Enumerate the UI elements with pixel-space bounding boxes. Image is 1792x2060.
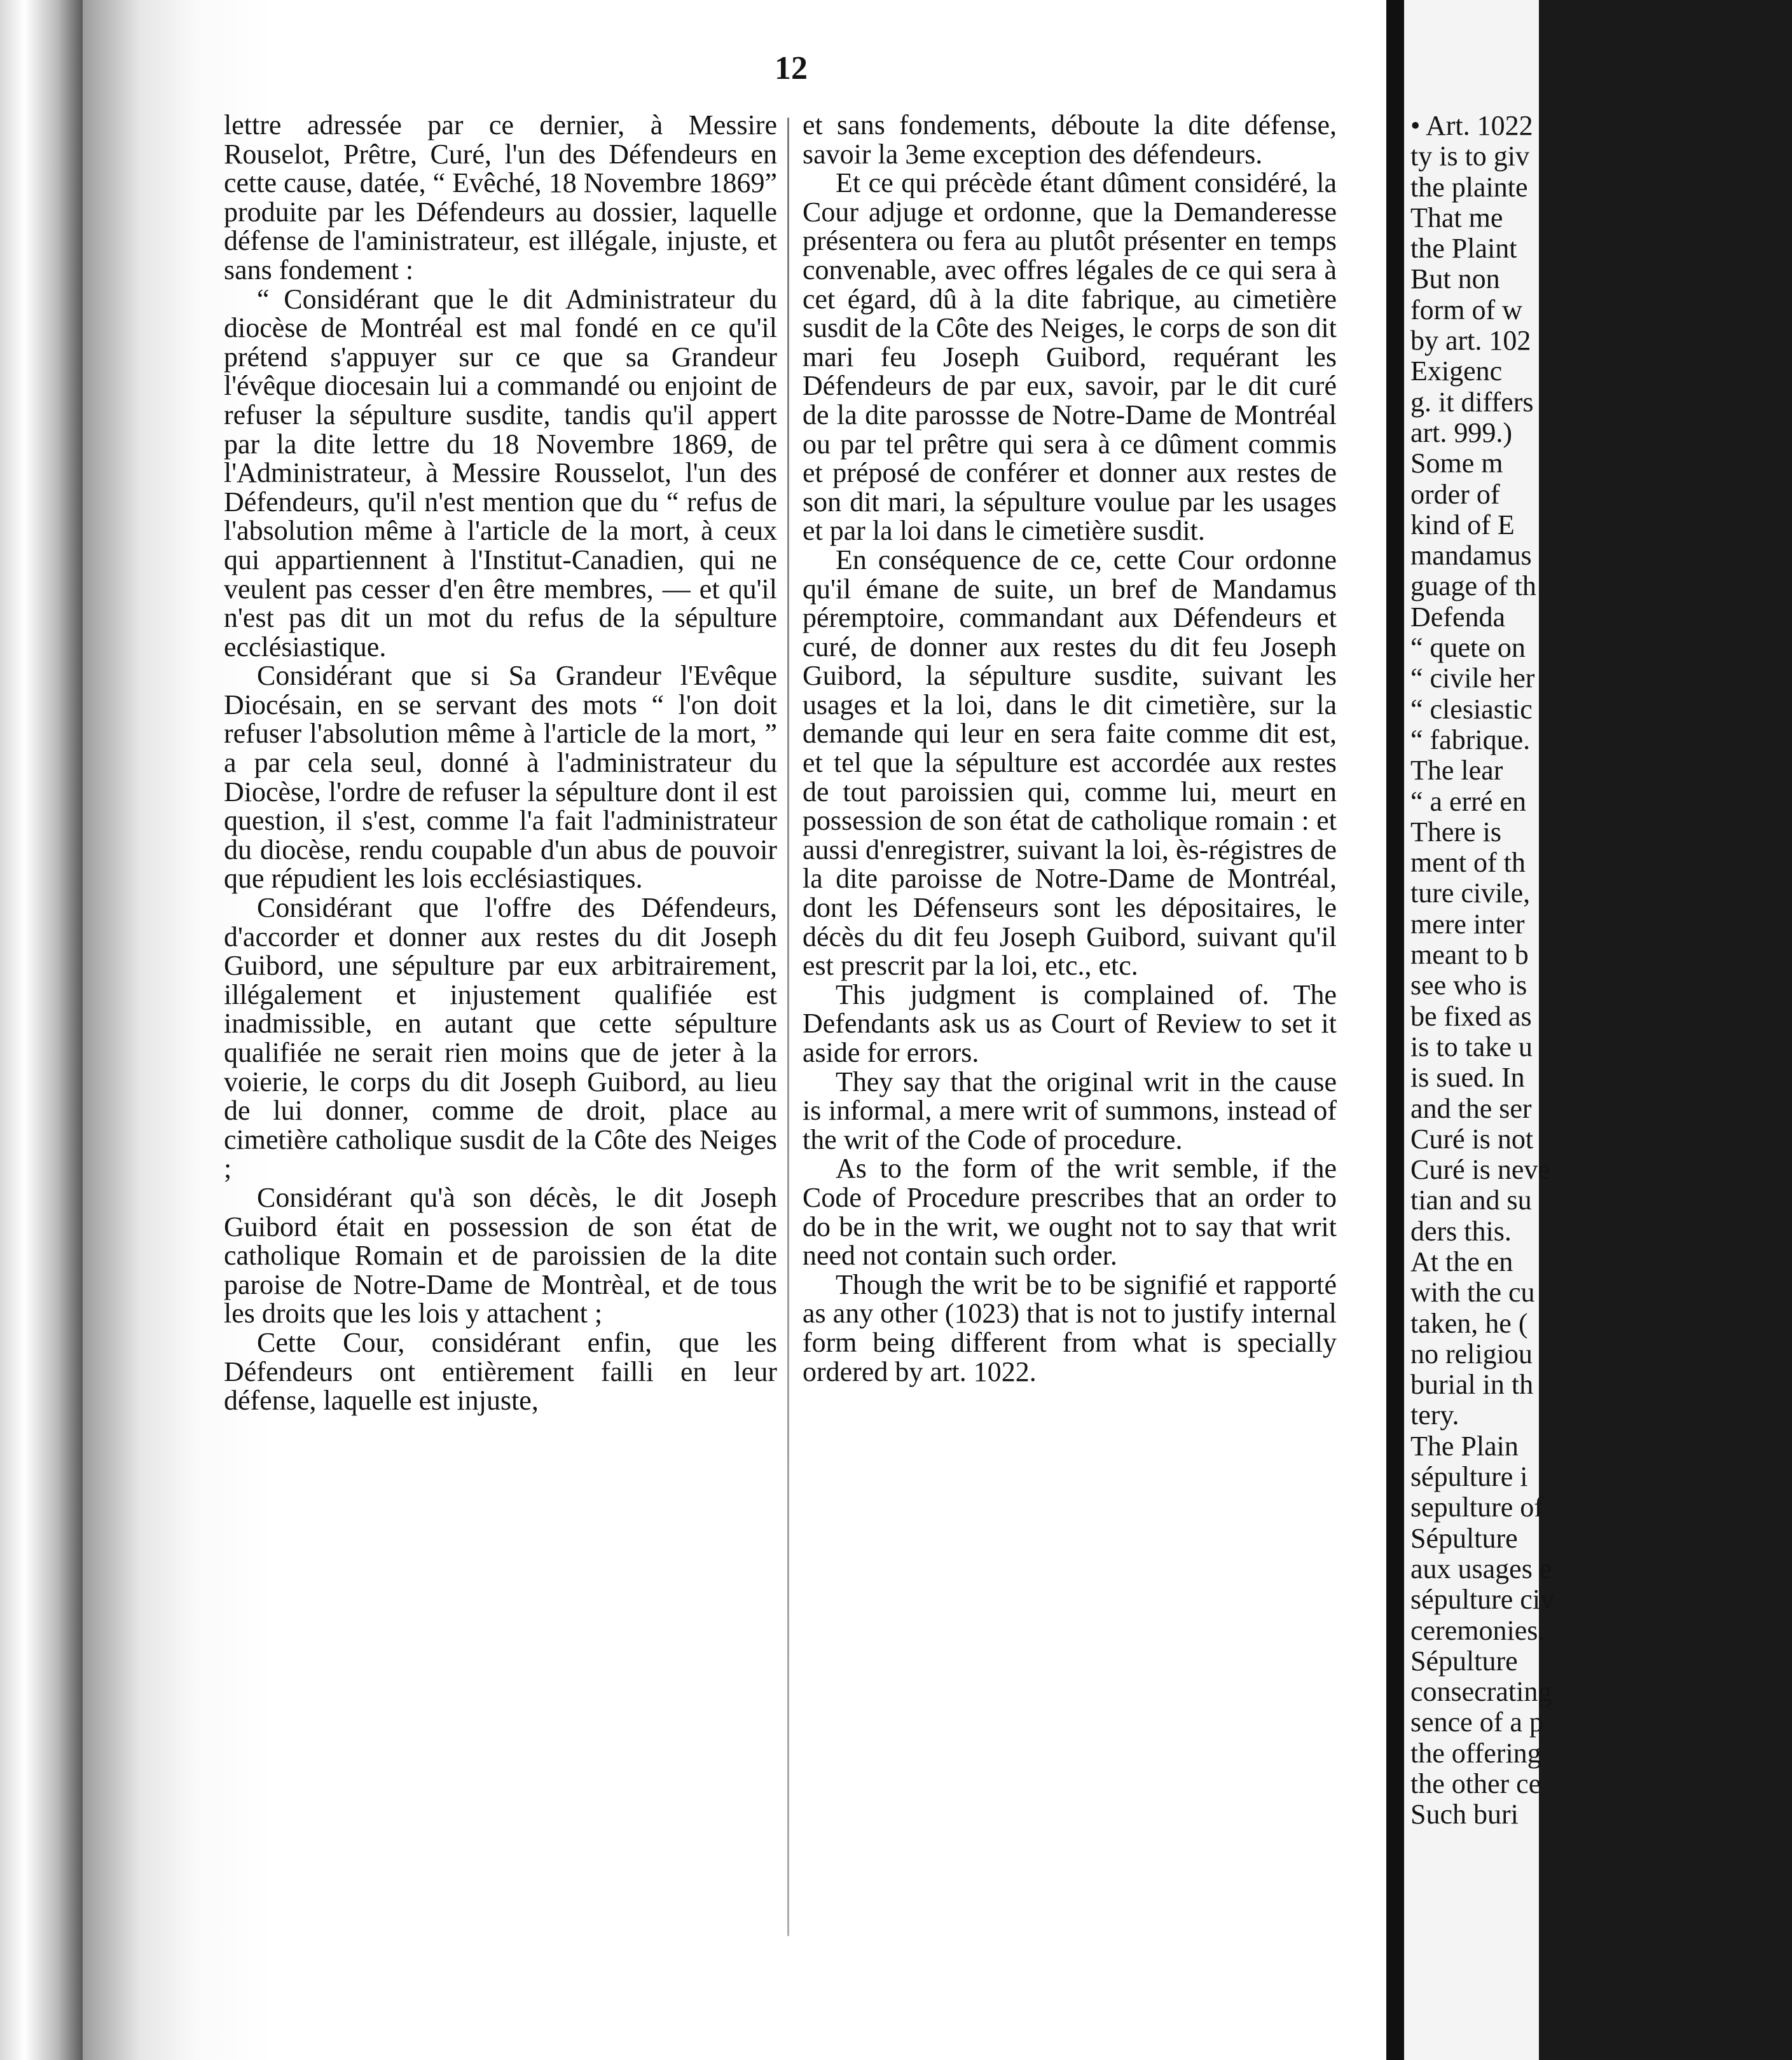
next-page-line: “ quete on [1410, 632, 1526, 664]
next-page-line: ders this. [1410, 1215, 1512, 1247]
next-page-line: with the cu [1410, 1277, 1535, 1308]
page-number: 12 [775, 50, 808, 86]
next-page-line: and the ser [1410, 1092, 1532, 1124]
left-column [224, 111, 777, 1415]
next-page-line: ment of th [1410, 847, 1526, 879]
next-page-line: Defenda [1410, 601, 1506, 633]
next-page-line: sépulture civ [1410, 1584, 1555, 1616]
next-page-line: • Art. 1022 [1410, 110, 1533, 141]
next-page-line: guage of th [1410, 570, 1536, 602]
next-page-line: sépulture i [1410, 1461, 1528, 1493]
next-page-line: ty is to giv [1410, 141, 1530, 172]
next-page-line: Curé is not [1410, 1123, 1534, 1155]
next-page-line: The lear [1410, 755, 1503, 786]
paragraph: Considérant que si Sa Grandeur l'Evêque Diocésain, en se servant des mots “ l'on doit refuser l'absolution même à l'article de la mort, ” a par cela seul, donné à l'administrateur du Diocèse, l'ordre de refuser la sépulture dont il est question, il s'est, comme l'a fait l'administrateur du diocèse, rendu coupable d'un abus de pouvoir que répudient les lois ecclésiastiques. [224, 660, 777, 895]
next-page-line: mandamus [1410, 540, 1532, 572]
next-page-line: no religiou [1410, 1338, 1533, 1370]
next-page-line: be fixed as [1410, 1000, 1532, 1032]
next-page-line: Some m [1410, 448, 1503, 479]
next-page-text [1410, 111, 1792, 1830]
next-page-line: is sued. In [1410, 1062, 1525, 1094]
next-page-line: ceremonies. [1410, 1614, 1545, 1646]
paragraph: Cette Cour, considérant enfin, que les Défendeurs ont entièrement failli en leur défense, laquelle est injuste, [224, 1326, 777, 1417]
paragraph: This judgment is complained of. The Defendants ask us as Court of Review to set it aside for errors. [803, 979, 1337, 1068]
next-page-line: Sépulture [1410, 1522, 1518, 1554]
next-page-line: kind of E [1410, 509, 1515, 540]
next-page-line: see who is [1410, 970, 1527, 1001]
next-page-line: mere inter [1410, 908, 1525, 940]
paragraph: Considérant qu'à son décès, le dit Joseph Guibord était en possession de son état de catholique Romain et de paroissien de la dite paroise de Notre-Dame de Montrèal, et de tous les droits que les lois y attachent ; [224, 1181, 777, 1329]
paragraph: “ Considérant que le dit Administrateur du diocèse de Montréal est mal fondé en ce qu'il prétend s'appuyer sur ce que sa Grandeur l'évêque diocesain lui a commandé ou enjoint de refuser la sépulture susdite, tandis qu'il appert par la dite lettre du 18 Novembre 1869, de l'Administrateur, à Messire Rousselot, l'un des Défendeurs, qu'il n'est mention que du “ refus de l'absolution même à l'article de la mort, à ceux qui appartiennent à l'Institut-Canadien, qui ne veulent pas cesser d'en être membres, — et qu'il n'est pas dit un mot du refus de la sépulture ecclésiastique. [224, 283, 777, 663]
next-page-line: sence of a p [1410, 1706, 1543, 1738]
middle-column [803, 111, 1337, 1386]
next-page-line: “ a erré en [1410, 785, 1526, 817]
next-page-line: That me [1410, 202, 1503, 233]
paragraph: et sans fondements, déboute la dite défense, savoir la 3eme exception des défendeurs. [803, 109, 1337, 170]
next-page-line: consecrating [1410, 1676, 1552, 1708]
column-divider [787, 118, 789, 1936]
next-page-line: tery. [1410, 1399, 1459, 1431]
next-page-line: tian and su [1410, 1184, 1532, 1216]
next-page-line: At the en [1410, 1246, 1513, 1277]
next-page-fragment [1404, 0, 1555, 2060]
next-page-line: “ clesiastic [1410, 693, 1533, 725]
next-page-line: by art. 102 [1410, 325, 1531, 357]
paragraph: They say that the original writ in the cause is informal, a mere writ of summons, instead of the writ of the Code of procedure. [803, 1066, 1337, 1155]
next-page-line: meant to b [1410, 939, 1529, 971]
next-page-line: the offering [1410, 1737, 1541, 1769]
next-page-line: “ civile her [1410, 663, 1535, 694]
book-binding-edge [0, 0, 83, 2060]
next-page-line: Curé is neve [1410, 1154, 1550, 1186]
next-page-line: ture civile, [1410, 877, 1531, 909]
next-page-line: taken, he ( [1410, 1307, 1528, 1339]
next-page-line: aux usages e [1410, 1553, 1552, 1584]
next-page-line: burial in th [1410, 1369, 1534, 1401]
paragraph: En conséquence de ce, cette Cour ordonne qu'il émane de suite, un bref de Mandamus péremptoire, commandant aux Défendeurs et curé, de donner aux restes du dit feu Joseph Guibord, la sépulture susdite, suivant les usages et la loi, dans le dit cimetière, sur la demande qui leur en sera faite comme dit est, et tel que la sépulture est accordée aux restes de tout paroissien qui, comme lui, meurt en possession de son état de catholique romain : et aussi d'enregistrer, suivant la loi, ès-régistres de la dite paroisse de Notre-Dame de Montréal, dont les Défenseurs sont les dépositaires, le décès du dit feu Joseph Guibord, suivant qu'il est prescrit par la loi, etc., etc. [803, 544, 1337, 982]
paragraph: Though the writ be to be signifié et rapporté as any other (1023) that is not to justify internal form being different from what is specially ordered by art. 1022. [803, 1268, 1337, 1387]
next-page-line: the other ce [1410, 1768, 1541, 1800]
paragraph: Considérant que l'offre des Défendeurs, d'accorder et donner aux restes du dit Joseph Guibord, une sépulture par eux arbitrairement, illégalement et injustement qualifiée est inadmissible, en autant que cette sépulture qualifiée ne serait rien moins que de jeter à la voierie, le corps du dit Joseph Guibord, au lieu de lui donner, comme de droit, place au cimetière catholique susdit de la Côte des Neiges ; [224, 892, 777, 1184]
next-page-line: There is [1410, 816, 1501, 848]
next-page-line: order of [1410, 478, 1500, 510]
next-page-line: art. 999.) [1410, 416, 1513, 448]
next-page-line: g. it differs [1410, 386, 1534, 418]
next-page-line: sepulture of [1410, 1492, 1543, 1523]
next-page-line: the plainte [1410, 171, 1528, 203]
next-page-line: “ fabrique. [1410, 724, 1531, 755]
page-gutter [1386, 0, 1404, 2060]
next-page-line: The Plain [1410, 1430, 1519, 1462]
next-page-line: is to take u [1410, 1031, 1533, 1062]
paragraph: Et ce qui précède étant dûment considéré, la Cour adjuge et ordonne, que la Demanderesse présentera ou fera au plutôt présenter en temps convenable, avec offres légales de ce qui sera à cet égard, dû à la dite fabrique, au cimetière susdit de la Côte des Neiges, le corps de son dit mari feu Joseph Guibord, requérant les Défendeurs de par eux, savoir, par le dit curé de la dite parossse de Notre-Dame de Montréal ou par tel prêtre qui sera à ce dûment commis et préposé de conférer et donner aux restes de son dit mari, la sépulture voulue par les usages et par la loi dans le cimetière susdit. [803, 167, 1337, 547]
paragraph: lettre adressée par ce dernier, à Messire Rouselot, Prêtre, Curé, l'un des Défendeurs en cette cause, datée, “ Evêché, 18 Novembre 1869” produite par les Défendeurs au dossier, laquelle défense de l'aministrateur, est illégale, injuste, et sans fondement : [224, 109, 777, 285]
next-page-line: Exigenc [1410, 355, 1503, 387]
next-page-line: the Plaint [1410, 233, 1517, 264]
next-page-line: form of w [1410, 294, 1522, 326]
next-page-line: Such buri [1410, 1799, 1519, 1830]
next-page-line: But non [1410, 263, 1500, 295]
next-page-line: Sépulture [1410, 1645, 1518, 1677]
paragraph: As to the form of the writ semble, if the Code of Procedure prescribes that an order to do be in the writ, we ought not to say that writ need not contain such order. [803, 1153, 1337, 1272]
